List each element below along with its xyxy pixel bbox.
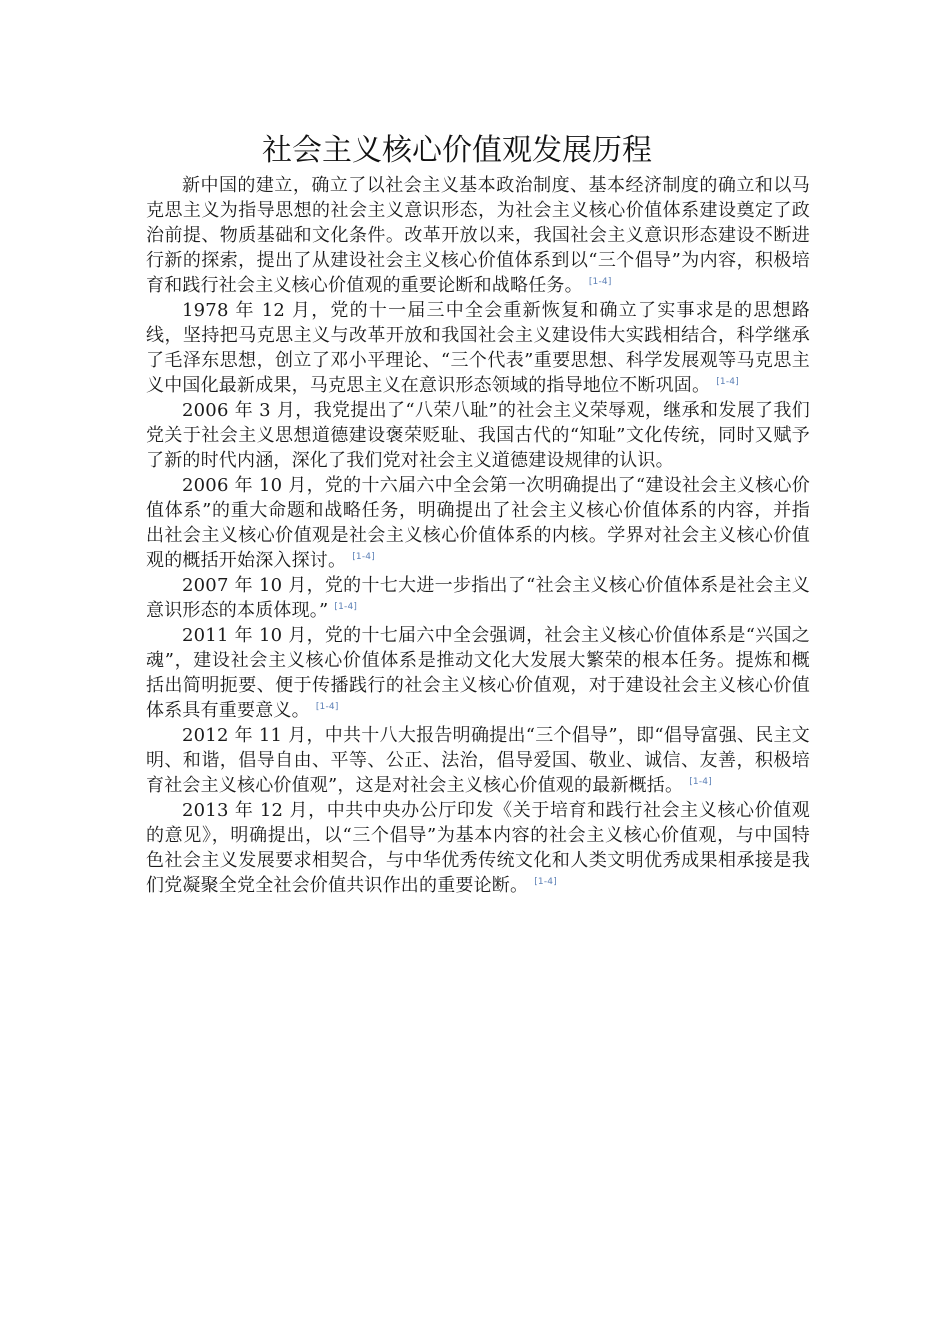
paragraph-2011-10 [146, 623, 810, 723]
paragraph-text: 2011 年 10 月，党的十七届六中全会强调，社会主义核心价值体系是“兴国之魂”，建设社会主义核心价值体系是推动文化大发展大繁荣的根本任务。提炼和概括出简明扼要、便于传播践行的社会主义核心价值观，对于建设社会主义核心价值体系具有重要意义。 [146, 625, 810, 721]
document-body [146, 173, 810, 898]
paragraph-2006-03 [146, 398, 810, 473]
paragraph-founding [146, 173, 810, 298]
paragraph-text: 2007 年 10 月，党的十七大进一步指出了“社会主义核心价值体系是社会主义意识形态的本质体现。” [146, 575, 810, 621]
paragraph-2013-12 [146, 798, 810, 898]
citation-link[interactable]: [1-4] [352, 552, 375, 562]
paragraph-1978 [146, 298, 810, 398]
paragraph-2012-11 [146, 723, 810, 798]
citation-link[interactable]: [1-4] [588, 277, 612, 287]
paragraph-text: 2013 年 12 月，中共中央办公厅印发《关于培育和践行社会主义核心价值观的意见》，明确提出，以“三个倡导”为基本内容的社会主义核心价值观，与中国特色社会主义发展要求相契合，与中华优秀传统文化和人类文明优秀成果相承接是我们党凝聚全党全社会价值共识作出的重要论断。 [146, 800, 810, 896]
paragraph-text: 新中国的建立，确立了以社会主义基本政治制度、基本经济制度的确立和以马克思主义为指导思想的社会主义意识形态，为社会主义核心价值体系建设奠定了政治前提、物质基础和文化条件。改革开放以来，我国社会主义意识形态建设不断进行新的探索，提出了从建设社会主义核心价值体系到以“三个倡导”为内容，积极培育和践行社会主义核心价值观的重要论断和战略任务。 [146, 175, 810, 296]
citation-link[interactable]: [1-4] [689, 777, 712, 787]
citation-link[interactable]: [1-4] [534, 877, 557, 887]
paragraph-2006-10 [146, 473, 810, 573]
paragraph-text: 2006 年 10 月，党的十六届六中全会第一次明确提出了“建设社会主义核心价值体系”的重大命题和战略任务，明确提出了社会主义核心价值体系的内容，并指出社会主义核心价值观是社会主义核心价值体系的内核。学界对社会主义核心价值观的概括开始深入探讨。 [146, 475, 810, 571]
paragraph-text: 2006 年 3 月，我党提出了“八荣八耻”的社会主义荣辱观，继承和发展了我们党关于社会主义思想道德建设褒荣贬耻、我国古代的“知耻”文化传统，同时又赋予了新的时代内涵，深化了我们党对社会主义道德建设规律的认识。 [146, 400, 810, 471]
document-title: 社会主义核心价值观发展历程 [262, 133, 652, 168]
citation-link[interactable]: [1-4] [716, 377, 739, 387]
paragraph-text: 2012 年 11 月，中共十八大报告明确提出“三个倡导”，即“倡导富强、民主文明、和谐，倡导自由、平等、公正、法治，倡导爱国、敬业、诚信、友善，积极培育社会主义核心价值观”，这是对社会主义核心价值观的最新概括。 [146, 725, 810, 796]
paragraph-text: 1978 年 12 月，党的十一届三中全会重新恢复和确立了实事求是的思想路线，坚持把马克思主义与改革开放和我国社会主义建设伟大实践相结合，科学继承了毛泽东思想，创立了邓小平理论、“三个代表”重要思想、科学发展观等马克思主义中国化最新成果，马克思主义在意识形态领域的指导地位不断巩固。 [146, 300, 810, 396]
citation-link[interactable]: [1-4] [315, 702, 339, 712]
paragraph-2007-10 [146, 573, 810, 623]
citation-link[interactable]: [1-4] [334, 602, 358, 612]
